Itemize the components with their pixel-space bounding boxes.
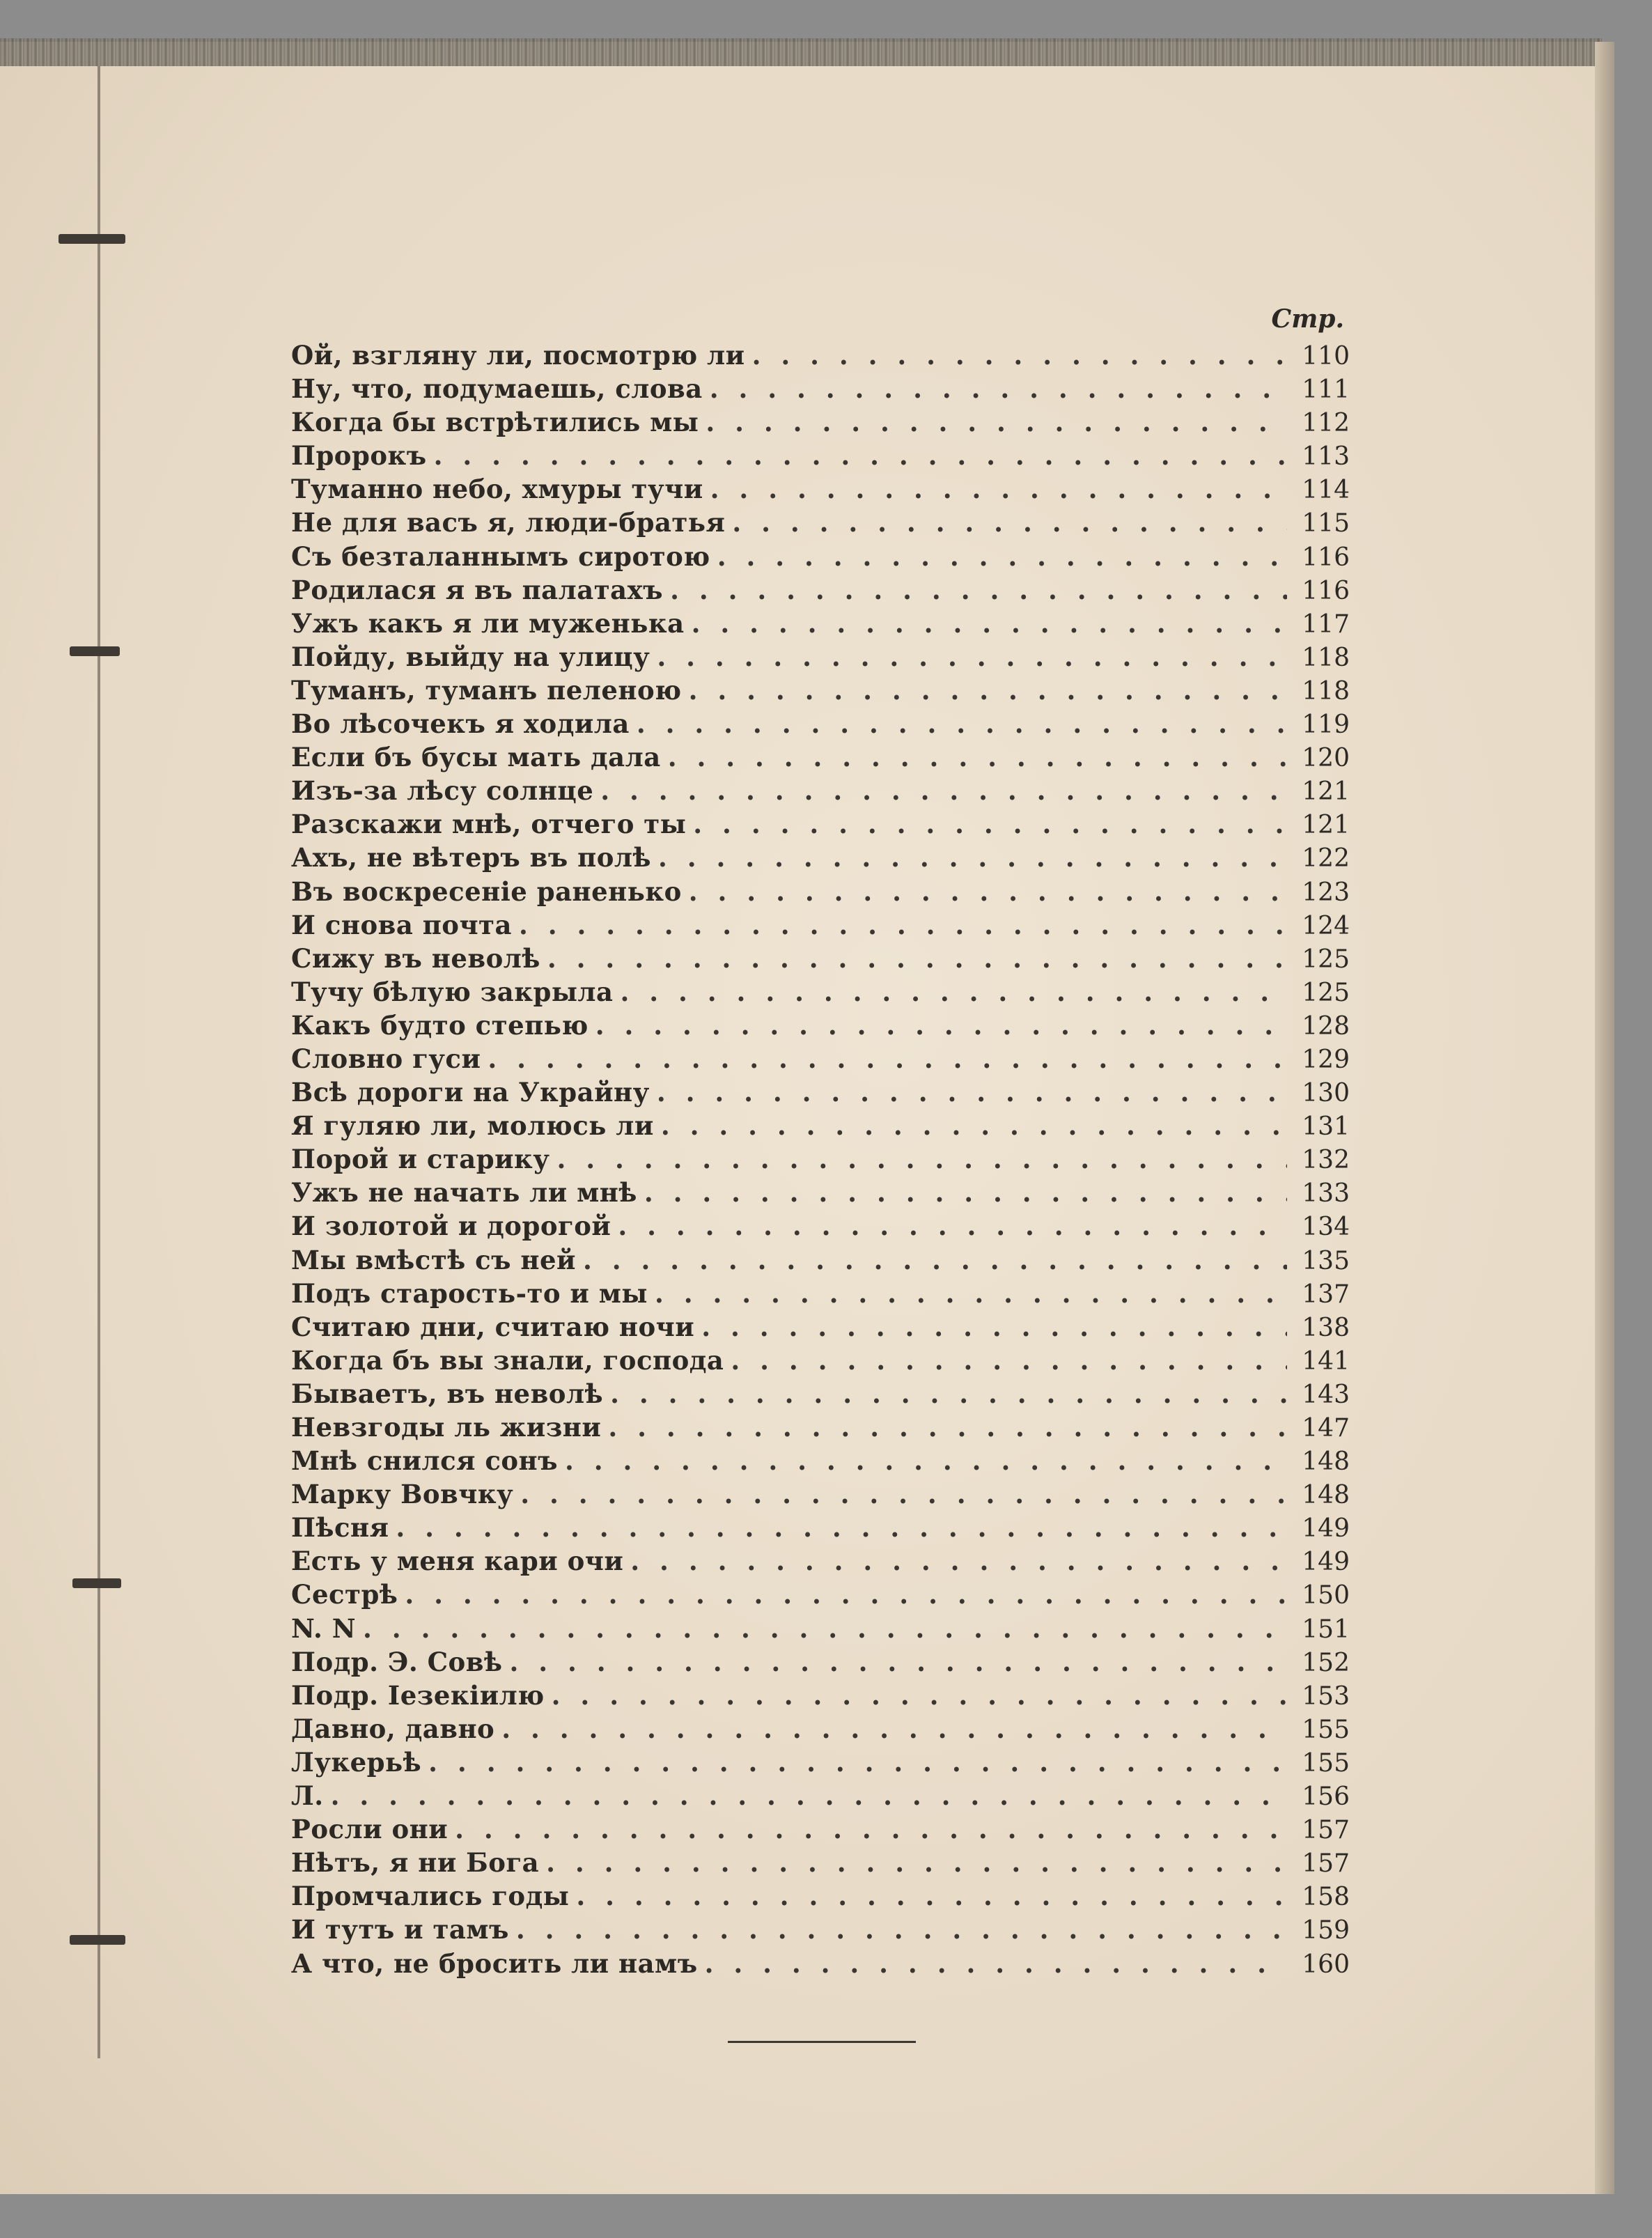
toc-entry (291, 1109, 1350, 1142)
toc-entry-page: 157 (1302, 1816, 1350, 1845)
toc-entry-page: 153 (1302, 1681, 1350, 1711)
dot-leader (637, 707, 1287, 740)
toc-entry-title: Подр. Iезекiилю (291, 1679, 545, 1711)
toc-entry (291, 1344, 1350, 1377)
table-of-contents (291, 300, 1350, 1980)
dot-leader (657, 1075, 1287, 1109)
toc-entry (291, 1477, 1350, 1511)
toc-entry (291, 405, 1350, 439)
toc-entry-title: Я гуляю ли, молюсь ли (291, 1110, 654, 1142)
dot-leader (519, 908, 1287, 942)
dot-leader (520, 1477, 1287, 1511)
dot-leader (488, 1042, 1287, 1075)
toc-entry-title: Разскажи мнѣ, отчего ты (291, 809, 687, 840)
toc-entry (291, 1277, 1350, 1310)
toc-entry-title: Ну, что, подумаешь, слова (291, 373, 703, 405)
toc-entry-page: 149 (1302, 1548, 1350, 1577)
dot-leader (701, 1310, 1287, 1344)
toc-entry (291, 1075, 1350, 1109)
toc-entry (291, 674, 1350, 707)
toc-entry-page: 160 (1302, 1950, 1350, 1979)
toc-entry (291, 1712, 1350, 1746)
toc-entry-page: 157 (1302, 1849, 1350, 1879)
toc-entry (291, 1544, 1350, 1578)
dot-leader (752, 339, 1287, 372)
toc-entry-title: Туманно небо, хмуры тучи (291, 474, 703, 505)
dot-leader (689, 674, 1287, 707)
toc-entry-title: Если бъ бусы мать дала (291, 742, 661, 773)
toc-entry-page: 123 (1302, 878, 1350, 907)
toc-entry (291, 1042, 1350, 1075)
toc-entry-page: 134 (1302, 1213, 1350, 1242)
dot-leader (428, 1746, 1287, 1779)
toc-entry-title: Тучу бѣлую закрыла (291, 976, 614, 1007)
dot-leader (670, 573, 1287, 607)
binding-stitch (70, 1935, 125, 1945)
toc-entry (291, 1009, 1350, 1042)
toc-entry-page: 130 (1302, 1079, 1350, 1108)
toc-entry (291, 1578, 1350, 1611)
dot-leader (731, 1344, 1287, 1377)
toc-entry-title: Пѣсня (291, 1512, 389, 1544)
dot-leader (710, 372, 1287, 405)
toc-entry-page: 112 (1302, 409, 1350, 438)
dot-leader (705, 1947, 1287, 1980)
toc-entry (291, 875, 1350, 908)
toc-entry (291, 740, 1350, 774)
toc-entry-page: 137 (1302, 1280, 1350, 1309)
toc-entry (291, 707, 1350, 740)
dot-leader (608, 1411, 1287, 1444)
toc-entry (291, 1142, 1350, 1176)
dot-leader (668, 740, 1287, 774)
toc-entry (291, 1377, 1350, 1411)
toc-entry (291, 841, 1350, 874)
toc-list (291, 339, 1350, 1980)
toc-entry-page: 120 (1302, 744, 1350, 773)
toc-entry (291, 1679, 1350, 1712)
toc-entry-page: 159 (1302, 1916, 1350, 1945)
toc-entry-page: 148 (1302, 1481, 1350, 1510)
dot-leader (363, 1612, 1287, 1645)
dot-leader (565, 1444, 1287, 1477)
toc-entry-title: И золотой и дорогой (291, 1211, 611, 1242)
dot-leader (655, 1277, 1287, 1310)
dot-leader (717, 540, 1287, 573)
toc-entry-page: 129 (1302, 1045, 1350, 1074)
dot-leader (630, 1544, 1287, 1578)
toc-entry-title: Невзгоды ль жизни (291, 1412, 602, 1443)
dot-leader (516, 1913, 1287, 1946)
toc-entry-title: Всѣ дороги на Украйну (291, 1077, 650, 1108)
toc-entry-title: Л. (291, 1780, 324, 1812)
toc-entry-title: Нѣтъ, я ни Бога (291, 1847, 540, 1879)
toc-entry (291, 1879, 1350, 1913)
dot-leader (556, 1142, 1287, 1176)
toc-entry (291, 1846, 1350, 1879)
toc-entry-title: Марку Вовчку (291, 1479, 514, 1510)
toc-entry (291, 1176, 1350, 1209)
toc-entry-title: Росли они (291, 1814, 449, 1845)
toc-entry-page: 117 (1302, 609, 1350, 639)
dot-leader (706, 405, 1287, 439)
toc-entry (291, 1645, 1350, 1679)
toc-entry (291, 975, 1350, 1009)
toc-entry-page: 128 (1302, 1011, 1350, 1041)
binding-gutter (98, 66, 100, 2058)
dot-leader (689, 875, 1287, 908)
toc-entry-page: 115 (1302, 509, 1350, 538)
toc-entry-page: 124 (1302, 911, 1350, 940)
toc-entry-page: 125 (1302, 945, 1350, 974)
toc-entry-title: Словно гуси (291, 1043, 481, 1074)
toc-entry-page: 122 (1302, 844, 1350, 873)
toc-entry-title: Не для васъ я, люди-братья (291, 507, 726, 538)
dot-leader (732, 506, 1287, 539)
page-right-edge (1595, 42, 1614, 2194)
toc-entry-title: Считаю дни, считаю ночи (291, 1311, 695, 1342)
dot-leader (621, 975, 1288, 1009)
toc-entry-page: 111 (1302, 375, 1350, 405)
toc-entry-title: Есть у меня кари очи (291, 1546, 624, 1577)
toc-entry-page: 119 (1302, 710, 1350, 740)
toc-entry-title: Пойду, выйду на улицу (291, 641, 650, 672)
toc-entry (291, 774, 1350, 807)
dot-leader (644, 1176, 1287, 1209)
dot-leader (396, 1511, 1287, 1544)
toc-entry (291, 372, 1350, 405)
toc-entry-title: Пророкъ (291, 440, 427, 472)
toc-entry-page: 147 (1302, 1414, 1350, 1443)
dot-leader (546, 1846, 1287, 1879)
toc-entry-page: 114 (1302, 476, 1350, 505)
toc-entry-title: Когда бы встрѣтились мы (291, 407, 699, 438)
toc-entry-page: 110 (1302, 342, 1350, 371)
toc-entry (291, 540, 1350, 573)
toc-entry (291, 573, 1350, 607)
toc-entry-title: Подъ старость-то и мы (291, 1277, 648, 1309)
toc-entry-title: Туманъ, туманъ пеленою (291, 674, 682, 706)
toc-entry (291, 1243, 1350, 1277)
toc-entry-title: Въ воскресеніе раненько (291, 876, 682, 907)
toc-entry-page: 133 (1302, 1179, 1350, 1209)
toc-entry-title: Когда бъ вы знали, господа (291, 1344, 724, 1376)
toc-entry (291, 1812, 1350, 1846)
toc-entry-title: Родилася я въ палатахъ (291, 574, 664, 605)
toc-entry-title: Порой и старику (291, 1144, 550, 1175)
toc-entry-title: Давно, давно (291, 1713, 495, 1744)
toc-entry-title: А что, не бросить ли намъ (291, 1948, 698, 1979)
toc-entry-page: 155 (1302, 1715, 1350, 1744)
dot-leader (618, 1209, 1287, 1243)
toc-entry (291, 607, 1350, 640)
dot-leader (552, 1679, 1287, 1712)
toc-entry-title: Сижу въ неволѣ (291, 942, 540, 974)
toc-entry-title: Сестрѣ (291, 1579, 398, 1610)
page-top-edge (0, 38, 1602, 66)
toc-entry-page: 141 (1302, 1346, 1350, 1376)
toc-entry (291, 1411, 1350, 1444)
toc-entry (291, 1310, 1350, 1344)
toc-entry-page: 148 (1302, 1447, 1350, 1477)
toc-entry-page: 118 (1302, 643, 1350, 672)
dot-leader (661, 1109, 1287, 1142)
dot-leader (583, 1243, 1287, 1277)
toc-entry-title: Изъ-за лѣсу солнце (291, 775, 594, 807)
toc-entry-title: N. N (291, 1613, 357, 1644)
page-column-header: Стр. (1271, 304, 1344, 334)
binding-stitch (72, 1578, 121, 1588)
dot-leader (501, 1712, 1287, 1746)
toc-entry-title: Какъ будто степью (291, 1009, 589, 1041)
toc-entry (291, 472, 1350, 506)
toc-entry-title: Мнѣ снился сонъ (291, 1445, 558, 1477)
dot-leader (710, 472, 1287, 506)
toc-entry-page: 155 (1302, 1748, 1350, 1778)
toc-entry (291, 1444, 1350, 1477)
toc-entry-page: 118 (1302, 676, 1350, 706)
toc-entry-title: Лукерьѣ (291, 1746, 422, 1778)
dot-leader (657, 640, 1287, 674)
dot-leader (547, 942, 1287, 975)
toc-entry (291, 942, 1350, 975)
toc-entry-page: 132 (1302, 1146, 1350, 1175)
dot-leader (692, 607, 1287, 640)
dot-leader (455, 1812, 1287, 1846)
toc-entry-page: 158 (1302, 1883, 1350, 1912)
dot-leader (693, 807, 1287, 841)
toc-entry (291, 1746, 1350, 1779)
toc-entry (291, 807, 1350, 841)
toc-entry (291, 1209, 1350, 1243)
toc-entry-page: 150 (1302, 1581, 1350, 1610)
toc-entry-page: 156 (1302, 1782, 1350, 1812)
toc-entry-title: Во лѣсочекъ я ходила (291, 708, 630, 740)
toc-entry-title: И тутъ и тамъ (291, 1914, 509, 1945)
toc-entry-page: 121 (1302, 777, 1350, 807)
toc-entry-page: 135 (1302, 1246, 1350, 1275)
toc-entry (291, 1779, 1350, 1812)
toc-entry (291, 1511, 1350, 1544)
toc-entry (291, 1913, 1350, 1946)
toc-entry-page: 121 (1302, 811, 1350, 840)
toc-entry-title: Ахъ, не вѣтеръ въ полѣ (291, 842, 652, 873)
dot-leader (509, 1645, 1287, 1679)
dot-leader (331, 1779, 1287, 1812)
binding-stitch (59, 234, 125, 244)
toc-entry-page: 151 (1302, 1615, 1350, 1644)
dot-leader (595, 1009, 1287, 1042)
toc-entry (291, 339, 1350, 372)
toc-entry (291, 1947, 1350, 1980)
dot-leader (405, 1578, 1287, 1611)
binding-stitch (70, 646, 120, 656)
end-divider (728, 2041, 916, 2043)
toc-entry-title: Ужъ какъ я ли муженька (291, 607, 685, 639)
toc-entry-title: Ой, взгляну ли, посмотрю ли (291, 340, 745, 371)
toc-entry (291, 640, 1350, 674)
dot-leader (600, 774, 1287, 807)
toc-entry-page: 138 (1302, 1313, 1350, 1342)
toc-entry-page: 113 (1302, 442, 1350, 472)
toc-entry-title: Бываетъ, въ неволѣ (291, 1378, 604, 1409)
toc-entry-page: 143 (1302, 1380, 1350, 1409)
toc-entry-page: 116 (1302, 543, 1350, 572)
toc-entry-page: 131 (1302, 1112, 1350, 1142)
toc-entry (291, 908, 1350, 942)
toc-entry-title: Промчались годы (291, 1881, 570, 1912)
toc-entry (291, 506, 1350, 539)
toc-entry-title: Ужъ не начать ли мнѣ (291, 1177, 637, 1209)
toc-entry-page: 152 (1302, 1648, 1350, 1677)
toc-entry-page: 116 (1302, 576, 1350, 605)
dot-leader (658, 841, 1287, 874)
toc-entry-title: Съ безталаннымъ сиротою (291, 541, 710, 572)
toc-entry (291, 439, 1350, 472)
toc-entry-page: 149 (1302, 1514, 1350, 1544)
dot-leader (576, 1879, 1287, 1913)
toc-entry-title: Подр. Э. Совѣ (291, 1646, 503, 1677)
toc-entry-title: Мы вмѣстѣ съ ней (291, 1244, 577, 1275)
toc-entry-page: 125 (1302, 978, 1350, 1007)
toc-entry (291, 1612, 1350, 1645)
toc-entry-title: И снова почта (291, 909, 512, 940)
dot-leader (610, 1377, 1287, 1411)
dot-leader (434, 439, 1287, 472)
